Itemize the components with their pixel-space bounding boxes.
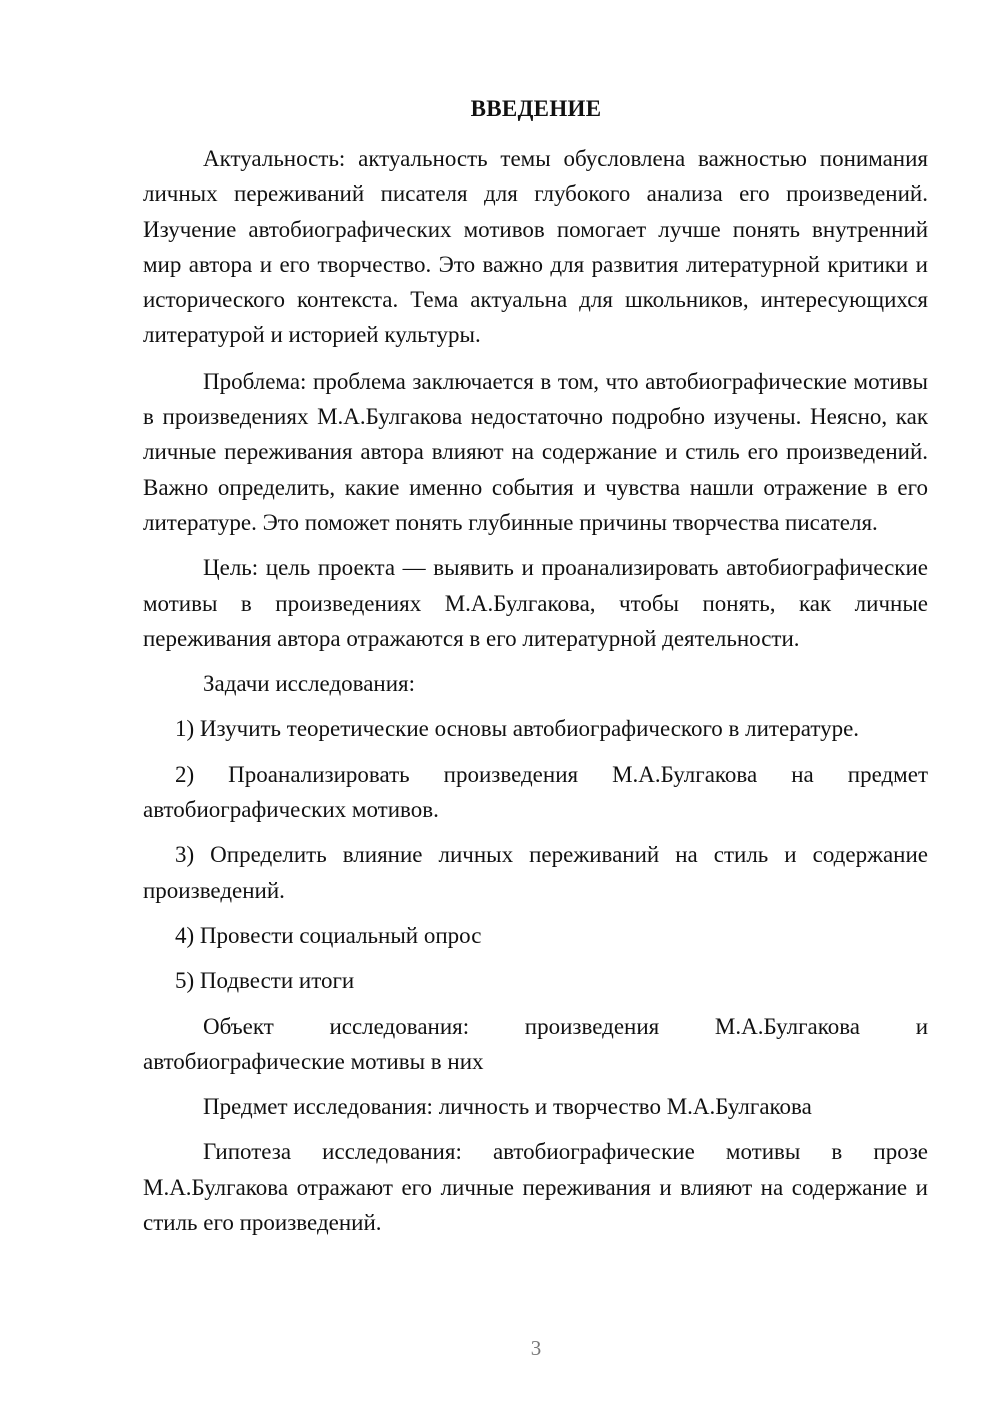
tasks-heading: Задачи исследования: xyxy=(203,671,416,697)
task-item-4: 4) Провести социальный опрос xyxy=(175,922,482,948)
page-number: 3 xyxy=(530,1336,542,1360)
relevance-paragraph: Актуальность: актуальность темы обусловлена важностью понимания личных переживаний писателя для глубокого анализа его произведений. Изучение автобиографических мотивов помогает лучше понять внутренний мир автора и его творчество. Это важно для развития литературной критики и исторического контекста. Тема актуальна для школьников, интересующихся литературой и историей культуры. xyxy=(143,146,928,348)
document-body xyxy=(143,141,928,1240)
task-item-3: 3) Определить влияние личных переживаний на стиль и содержание произведений. xyxy=(143,842,928,903)
task-item-2: 2) Проанализировать произведения М.А.Булгакова на предмет автобиографических мотивов. xyxy=(143,761,928,823)
goal-paragraph: Цель: цель проекта — выявить и проанализировать автобиографические мотивы в произведениях М.А.Булгакова, чтобы понять, как личные переживания автора отражаются в его литературной деятельности. xyxy=(143,555,928,651)
hypothesis-paragraph: Гипотеза исследования: автобиографические мотивы в прозе М.А.Булгакова отражают его личные переживания и влияют на содержание и стиль его произведений. xyxy=(143,1139,928,1236)
subject-paragraph: Предмет исследования: личность и творчество М.А.Булгакова xyxy=(203,1094,812,1120)
task-item-5: 5) Подвести итоги xyxy=(175,968,355,994)
problem-paragraph: Проблема: проблема заключается в том, что автобиографические мотивы в произведениях М.А.Булгакова недостаточно подробно изучены. Неясно, как личные переживания автора влияют на содержание и стиль его произведений. Важно определить, какие именно события и чувства нашли отражение в его литературе. Это поможет понять глубинные причины творчества писателя. xyxy=(143,368,928,535)
object-paragraph: Объект исследования: произведения М.А.Булгакова и автобиографические мотивы в них xyxy=(143,1013,928,1074)
task-item-1: 1) Изучить теоретические основы автобиографического в литературе. xyxy=(175,716,860,742)
page-title: ВВЕДЕНИЕ xyxy=(470,96,602,121)
